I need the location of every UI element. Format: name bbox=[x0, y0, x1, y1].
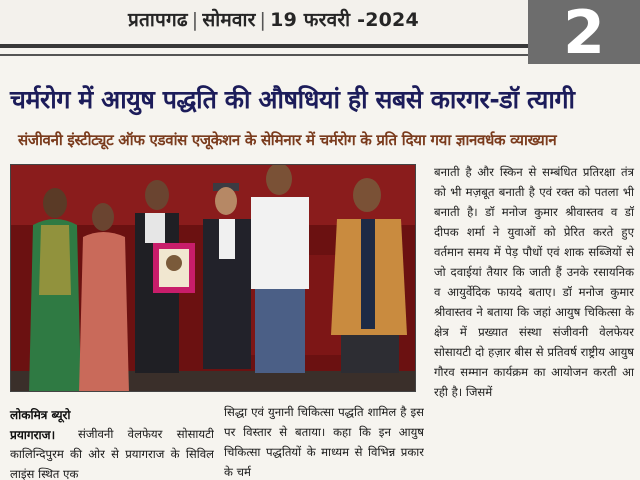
photo-award-frame bbox=[153, 243, 195, 293]
dateline-separator: | bbox=[259, 9, 267, 31]
photo-illustration bbox=[11, 165, 416, 392]
article-subheadline: संजीवनी इंस्टीट्यूट ऑफ एडवांस एजूकेशन के सेमिनार में चर्मरोग के प्रति दिया गया ज्ञानवर्धक व्याख्यान bbox=[18, 131, 557, 149]
article-photo bbox=[10, 164, 416, 392]
article-headline: चर्मरोग में आयुष पद्धति की औषधियां ही सबसे कारगर-डॉ त्यागी bbox=[10, 85, 575, 114]
page-number-box bbox=[528, 0, 640, 68]
body-column-2 bbox=[224, 402, 424, 480]
page-number: 2 bbox=[563, 0, 605, 68]
right-column bbox=[434, 162, 634, 402]
dateline-date: 19 फरवरी -2024 bbox=[270, 9, 419, 31]
right-column-text: बनाती है और स्किन से सम्बंधित प्रतिरक्षा तंत्र को भी मज़बूत बनाती है एवं रक्त को पतला भी बनाती है। डॉ मनोज कुमार श्रीवास्तव व डॉ दीपक शर्मा ने युवाओं को प्रेरित करते हुए वर्तमान समय में पेड़ पौधों एवं शाक सब्जियों से जो दवाईयां तैयार कि जाती हैं उनके रसायनिक व आयुर्वेदिक फायदे बताए। डॉ मनोज कुमार श्रीवास्तव ने बताया कि जहां आयुष चिकित्सा के क्षेत्र में प्रख्यात संस्था संजीवनी वेलफेयर सोसायटी दो हज़ार बीस से प्रतिवर्ष राष्ट्रीय आयुष गौरव सम्मान कार्यक्रम का आयोजन करती आ रही है। जिसमें bbox=[434, 165, 634, 399]
body-column-2-text: सिद्धा एवं युनानी चिकित्सा पद्धति शामिल है इस पर विस्तार से बताया। कहा कि इन आयुष चिकित्सा पद्धतियों के माध्यम से विभिन्न प्रकार के चर्म bbox=[224, 405, 424, 479]
dateline-city: प्रतापगढ bbox=[128, 9, 188, 31]
dateline bbox=[128, 6, 419, 32]
dateline-separator: | bbox=[191, 9, 199, 31]
byline: लोकमित्र ब्यूरो bbox=[10, 408, 71, 422]
dateline-location: प्रयागराज। bbox=[10, 428, 56, 442]
header-rule bbox=[0, 44, 528, 48]
body-column-1-text: संजीवनी वेलफेयर सोसायटी कालिन्दिपुरम की ओर से प्रयागराज के सिविल लाइंस स्थित एक bbox=[10, 427, 214, 480]
dateline-day: सोमवार bbox=[202, 9, 256, 31]
header-rule-thin bbox=[0, 54, 528, 56]
